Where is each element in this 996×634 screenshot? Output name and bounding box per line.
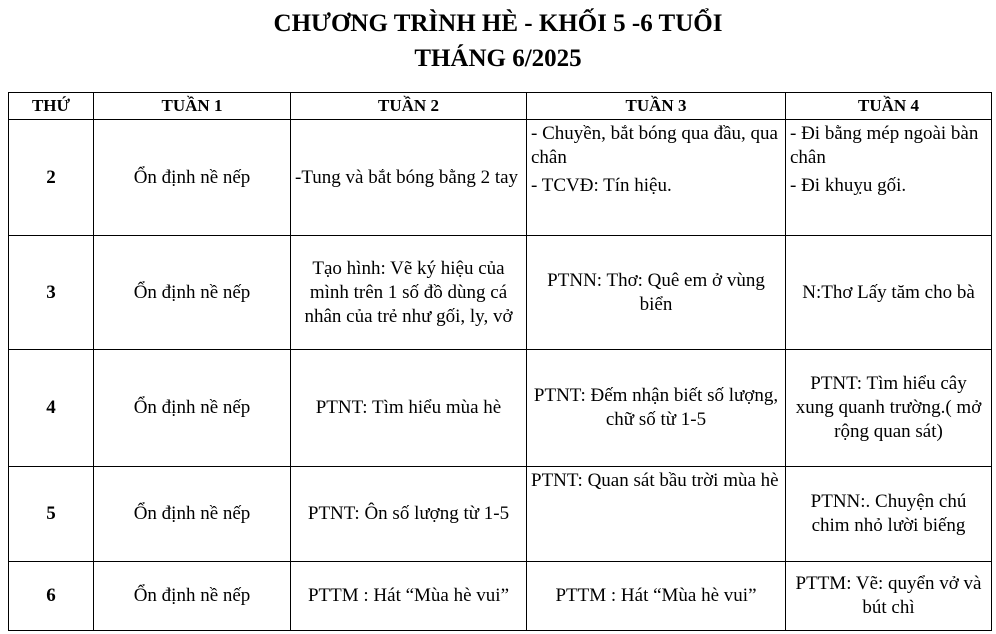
week1-cell: Ổn định nề nếp bbox=[94, 562, 291, 631]
table-row bbox=[9, 350, 992, 467]
day-cell: 2 bbox=[9, 120, 94, 236]
week4-cell: N:Thơ Lấy tăm cho bà bbox=[786, 236, 992, 350]
week4-cell: PTNN:. Chuyện chú chim nhỏ lười biếng bbox=[786, 467, 992, 562]
table-row bbox=[9, 236, 992, 350]
day-cell: 3 bbox=[9, 236, 94, 350]
week2-cell: PTNT: Tìm hiểu mùa hè bbox=[291, 350, 527, 467]
header-week-4: TUẦN 4 bbox=[786, 93, 992, 120]
week2-cell: PTTM : Hát “Mùa hè vui” bbox=[291, 562, 527, 631]
activity-line: - Đi khuỵu gối. bbox=[790, 175, 907, 196]
header-week-3: TUẦN 3 bbox=[527, 93, 786, 120]
week2-cell: PTNT: Ôn số lượng từ 1-5 bbox=[291, 467, 527, 562]
header-week-1: TUẦN 1 bbox=[94, 93, 291, 120]
day-cell: 6 bbox=[9, 562, 94, 631]
week3-cell: PTNT: Đếm nhận biết số lượng, chữ số từ 1-5 bbox=[527, 350, 786, 467]
week3-cell: PTTM : Hát “Mùa hè vui” bbox=[527, 562, 786, 631]
schedule-table bbox=[8, 92, 992, 631]
table-row bbox=[9, 562, 992, 631]
day-cell: 5 bbox=[9, 467, 94, 562]
header-day: THỨ bbox=[9, 93, 94, 120]
activity-line: - TCVĐ: Tín hiệu. bbox=[531, 175, 672, 196]
page-subtitle: THÁNG 6/2025 bbox=[414, 45, 582, 72]
week2-cell: -Tung và bắt bóng bằng 2 tay bbox=[291, 120, 527, 236]
week4-cell: PTNT: Tìm hiểu cây xung quanh trường.( mở rộng quan sát) bbox=[786, 350, 992, 467]
page-title: CHƯƠNG TRÌNH HÈ - KHỐI 5 -6 TUỔI bbox=[273, 10, 723, 37]
week2-cell: Tạo hình: Vẽ ký hiệu của mình trên 1 số đồ dùng cá nhân của trẻ như gối, ly, vở bbox=[291, 236, 527, 350]
week1-cell: Ổn định nề nếp bbox=[94, 236, 291, 350]
table-row bbox=[9, 120, 992, 236]
week3-cell: PTNN: Thơ: Quê em ở vùng biển bbox=[527, 236, 786, 350]
week4-cell bbox=[786, 120, 992, 236]
activity-line: - Chuyền, bắt bóng qua đầu, qua chân bbox=[531, 123, 778, 168]
activity-line: - Đi bằng mép ngoài bàn chân bbox=[790, 123, 979, 168]
week3-cell bbox=[527, 120, 786, 236]
week1-cell: Ổn định nề nếp bbox=[94, 350, 291, 467]
week1-cell: Ổn định nề nếp bbox=[94, 467, 291, 562]
week4-cell: PTTM: Vẽ: quyển vở và bút chì bbox=[786, 562, 992, 631]
header-row bbox=[9, 93, 992, 120]
day-cell: 4 bbox=[9, 350, 94, 467]
week1-cell: Ổn định nề nếp bbox=[94, 120, 291, 236]
header-week-2: TUẦN 2 bbox=[291, 93, 527, 120]
week3-cell: PTNT: Quan sát bầu trời mùa hè bbox=[527, 467, 786, 562]
table-row bbox=[9, 467, 992, 562]
